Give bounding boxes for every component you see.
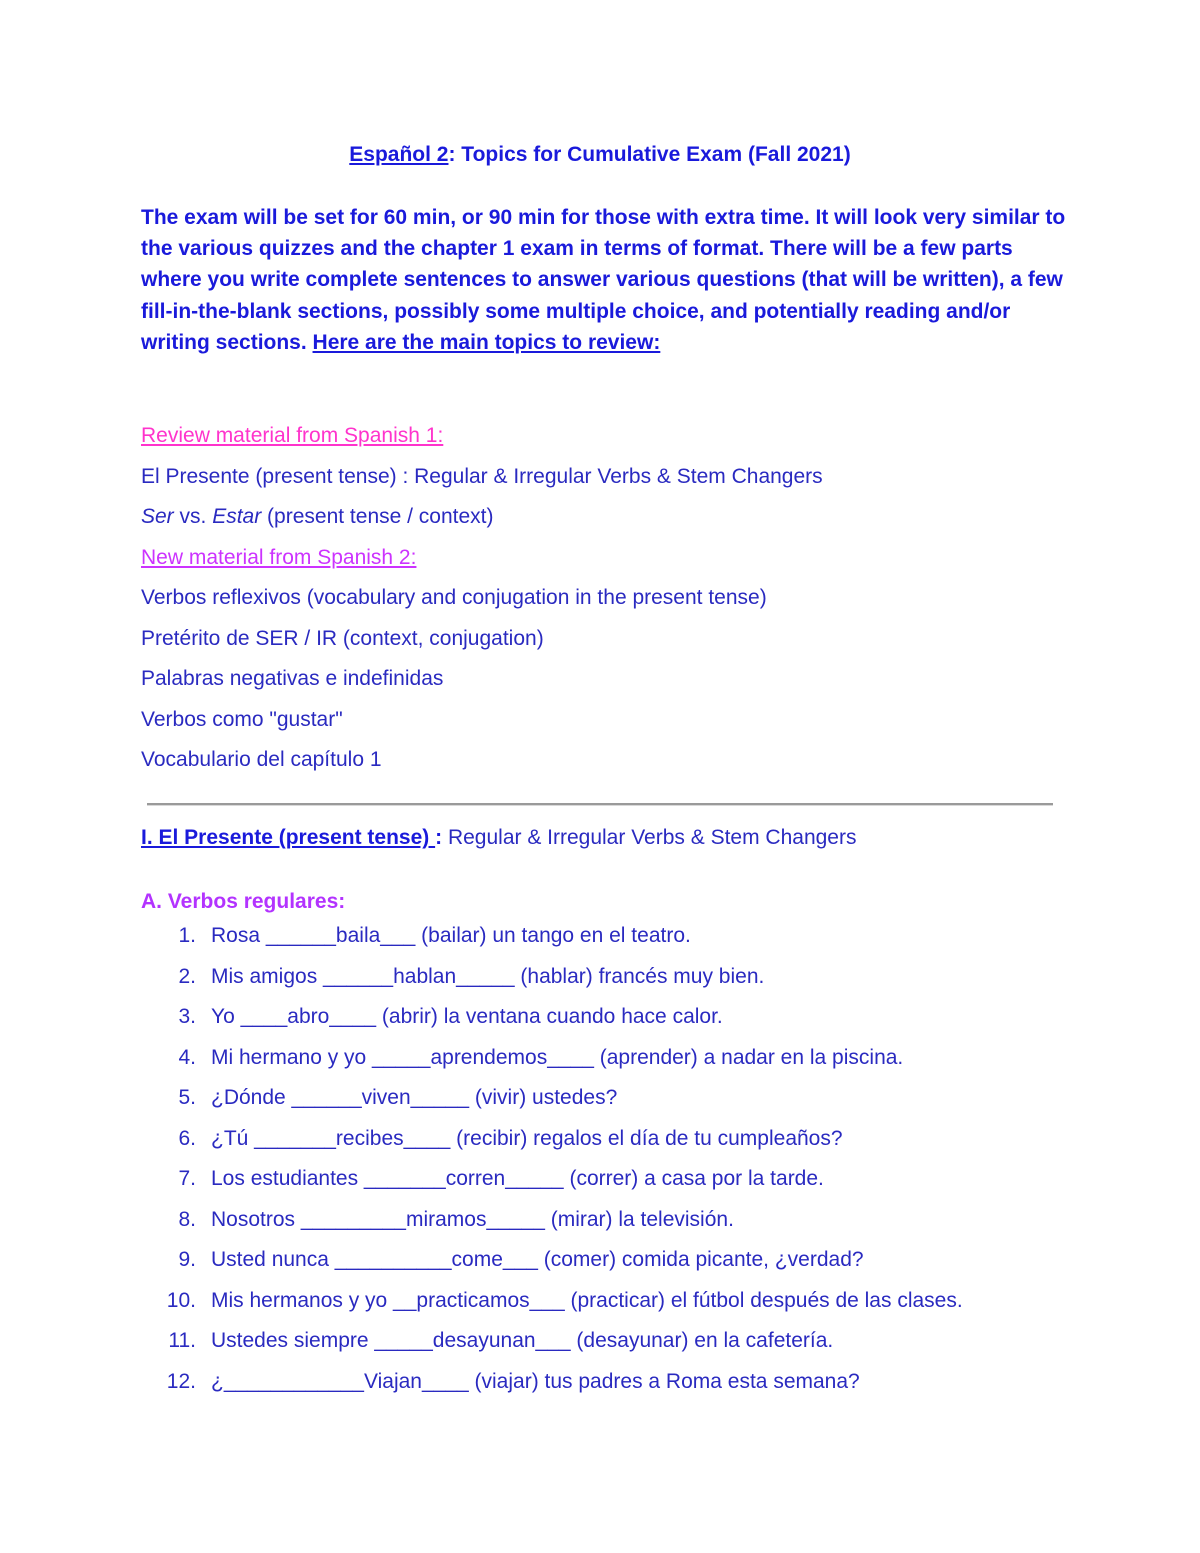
ser-word: Ser	[141, 505, 174, 528]
exercise-text: Rosa ______baila___ (bailar) un tango en el teatro.	[211, 924, 691, 947]
topic-item: Verbos reflexivos (vocabulary and conjugation in the present tense)	[141, 586, 767, 609]
section-title: I. El Presente (present tense)	[141, 826, 436, 849]
topic-item: Vocabulario del capítulo 1	[141, 748, 382, 771]
exercise-text: Mis amigos ______hablan_____ (hablar) francés muy bien.	[211, 964, 765, 988]
exercise-text: Los estudiantes _______corren_____ (correr) a casa por la tarde.	[211, 1167, 824, 1190]
exercise-number: 5.	[178, 1086, 196, 1109]
ser-estar-rest: (present tense / context)	[261, 505, 494, 528]
exercise-number: 8.	[178, 1207, 196, 1231]
topic-item: Verbos como "gustar"	[141, 707, 343, 731]
exercise-text: Yo ____abro____ (abrir) la ventana cuando hace calor.	[211, 1005, 723, 1028]
exercise-number: 1.	[178, 924, 196, 947]
exercise-text: ¿Dónde ______viven_____ (vivir) ustedes?	[211, 1086, 618, 1109]
exercise-number: 6.	[178, 1126, 196, 1150]
topic-ser-estar	[141, 501, 1071, 542]
exercise-text: ¿Tú _______recibes____ (recibir) regalos el día de tu cumpleaños?	[211, 1126, 843, 1150]
intro-text: The exam will be set for 60 min, or 90 min for those with extra time. It will look very similar to the various quizzes and the chapter 1 exam in terms of format. There will be a few parts where you write complete sentences to answer various questions (that will be written), a few fill-in-the-blank sections, possibly some multiple choice, and potentially reading and/or writing sections.	[141, 206, 1066, 354]
new-material-heading: New material from Spanish 2:	[141, 545, 417, 569]
course-link[interactable]: Español 2	[349, 143, 449, 166]
section-colon: :	[435, 826, 443, 849]
exercise-number: 2.	[178, 964, 196, 988]
review-heading: Review material from Spanish 1:	[141, 424, 444, 447]
topic-item: Pretérito de SER / IR (context, conjugation)	[141, 626, 544, 650]
exercise-text: Nosotros _________miramos_____ (mirar) la televisión.	[211, 1207, 734, 1231]
estar-word: Estar	[212, 505, 262, 528]
exercise-number: 10.	[166, 1288, 196, 1312]
title-rest: : Topics for Cumulative Exam (Fall 2021)	[448, 143, 851, 166]
page-title	[0, 143, 1200, 167]
exercise-number: 3.	[178, 1005, 196, 1028]
exercise-number: 11.	[168, 1329, 196, 1352]
topic-item: Palabras negativas e indefinidas	[141, 667, 444, 690]
exercise-text: Mis hermanos y yo __practicamos___ (practicar) el fútbol después de las clases.	[211, 1288, 963, 1312]
exercise-number: 9.	[178, 1248, 196, 1271]
exercise-number: 4.	[178, 1045, 196, 1069]
horizontal-divider	[147, 803, 1053, 806]
subsection-heading: A. Verbos regulares:	[141, 890, 346, 913]
intro-underlined-text: Here are the main topics to review:	[312, 330, 661, 354]
exercise-text: Mi hermano y yo _____aprendemos____ (aprender) a nadar en la piscina.	[211, 1045, 904, 1069]
exercise-number: 12.	[166, 1369, 196, 1393]
section-subtitle: Regular & Irregular Verbs & Stem Changers	[442, 826, 857, 849]
topics-list	[141, 420, 1071, 785]
exercise-number: 7.	[178, 1167, 196, 1190]
vs-word: vs.	[173, 505, 213, 528]
exam-intro-paragraph	[141, 202, 1071, 358]
exercise-text: Usted nunca __________come___ (comer) comida picante, ¿verdad?	[211, 1248, 864, 1271]
section-heading	[141, 826, 856, 850]
exercise-text: ¿____________Viajan____ (viajar) tus padres a Roma esta semana?	[211, 1369, 860, 1393]
exercise-text: Ustedes siempre _____desayunan___ (desayunar) en la cafetería.	[211, 1329, 834, 1352]
topic-presente: El Presente (present tense) : Regular & Irregular Verbs & Stem Changers	[141, 464, 823, 488]
